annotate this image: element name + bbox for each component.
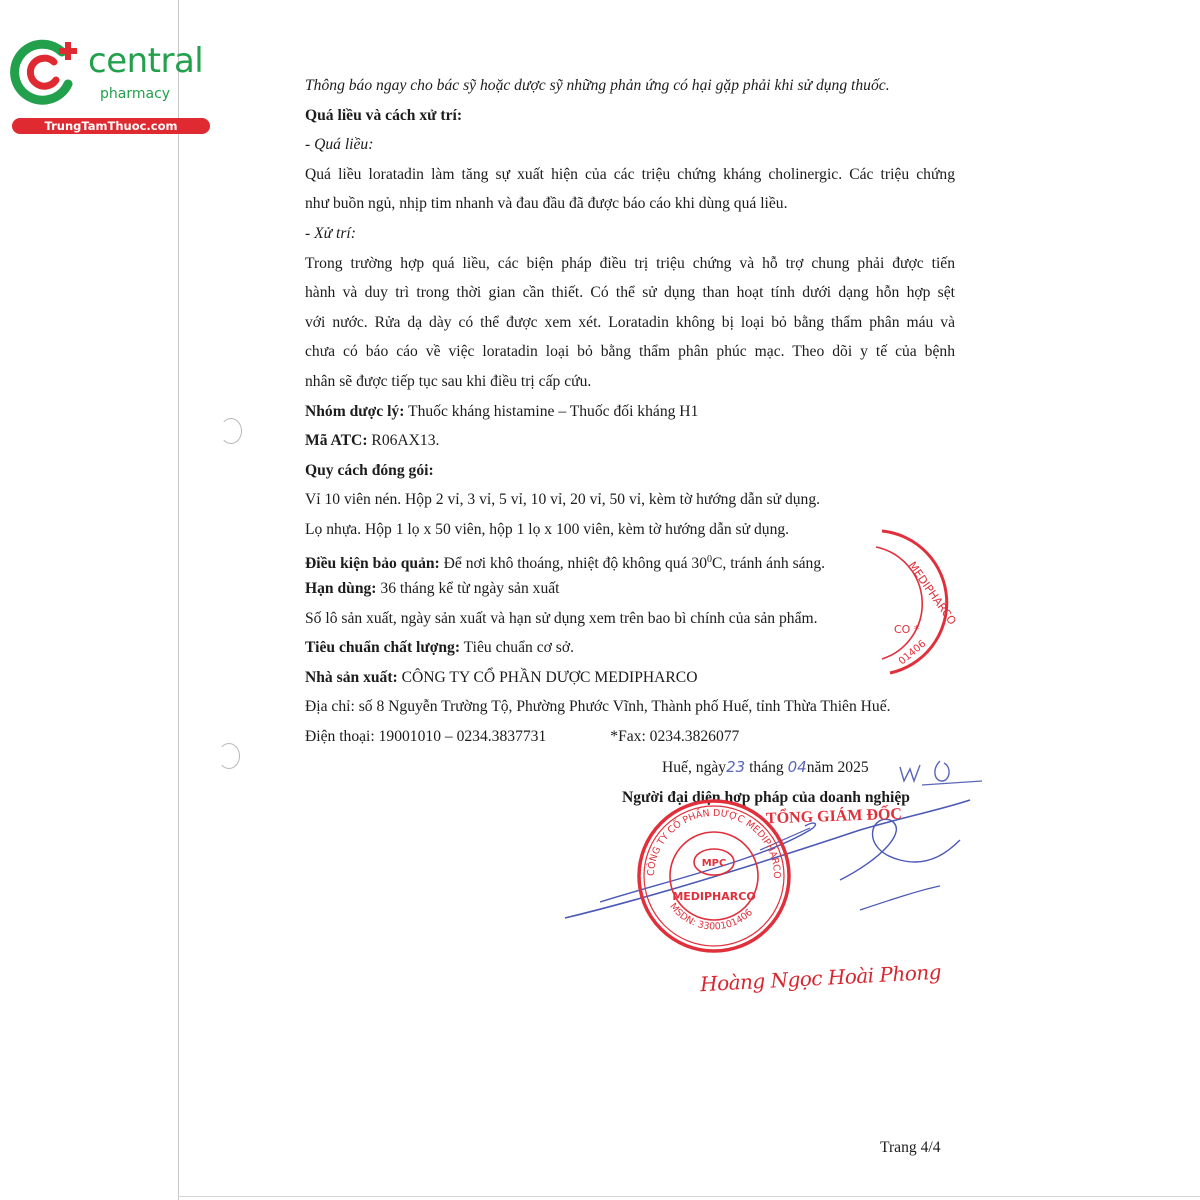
field-value: CÔNG TY CỔ PHẦN DƯỢC MEDIPHARCO <box>397 668 698 686</box>
director-title: TỔNG GIÁM ĐỐC <box>765 805 903 828</box>
field-value: C, tránh ánh sáng. <box>712 554 826 572</box>
packaging-heading: Quy cách đóng gói: <box>305 461 434 479</box>
treatment-text-line: với nước. Rửa dạ dày có thể được xem xét. Loratadin không bị loại bỏ bằng thẩm phân máu và <box>305 313 955 331</box>
signing-date <box>662 753 869 782</box>
field-label: Nhà sản xuất: <box>305 668 398 686</box>
pharmacology-group <box>305 397 955 427</box>
punch-hole-bottom <box>218 743 240 769</box>
page-number: Trang 4/4 <box>880 1139 941 1156</box>
logo-sub-text: pharmacy <box>100 86 171 102</box>
date-month-label: tháng <box>745 759 788 776</box>
overdose-text-line: Quá liều loratadin làm tăng sự xuất hiện của các triệu chứng kháng cholinergic. Các triệu chứng <box>305 165 955 183</box>
svg-text:MSDN: 3300101406 <box>667 901 755 932</box>
batch-info: Số lô sản xuất, ngày sản xuất và hạn sử dụng xem trên bao bì chính của sản phẩm. <box>305 609 818 627</box>
legal-representative: Người đại diện hợp pháp của doanh nghiệp <box>622 789 910 806</box>
field-value: Thuốc kháng histamine – Thuốc đối kháng H1 <box>404 402 699 420</box>
field-value: 36 tháng kể từ ngày sản xuất <box>376 580 560 598</box>
packaging-line: Lọ nhựa. Hộp 1 lọ x 50 viên, hộp 1 lọ x 100 viên, kèm tờ hướng dẫn sử dụng. <box>305 520 790 538</box>
field-value: Để nơi khô thoáng, nhiệt độ không quá 30 <box>439 554 708 572</box>
seal-center-text: MPC <box>701 858 727 869</box>
field-label: Điều kiện bảo quản: <box>305 554 440 572</box>
date-year: năm 2025 <box>806 759 869 776</box>
svg-text:CO *: CO * <box>894 623 920 636</box>
atc-code <box>305 426 955 456</box>
logo-mark-icon <box>10 38 90 108</box>
overdose-text-line: như buồn ngủ, nhịp tim nhanh và đau đầu đã được báo cáo khi dùng quá liều. <box>305 195 788 213</box>
svg-text:MEDIPHARCO: MEDIPHARCO <box>905 559 959 628</box>
quality-standard <box>305 633 955 663</box>
logo-url-bar[interactable]: TrungTamThuoc.com <box>12 118 210 134</box>
partial-stamp-icon <box>860 525 960 680</box>
seal-msdn-text: MSDN: 3300101406 <box>667 901 755 933</box>
treatment-text-line: Trong trường hợp quá liều, các biện pháp điều trị triệu chứng và hỗ trợ chung phải được tiến <box>305 254 955 272</box>
overdose-subheading: - Quá liều: <box>305 136 374 154</box>
treatment-text-line: hành và duy trì trong thời gian cần thiết. Có thể sử dụng than hoạt tính dưới dạng hỗn hợp sệt <box>305 284 955 302</box>
manufacturer <box>305 663 955 693</box>
fax: *Fax: 0234.3826077 <box>610 728 740 746</box>
storage-conditions <box>305 545 955 575</box>
company-seal-icon <box>636 798 792 954</box>
page-bottom-border <box>178 1196 1200 1197</box>
field-value: R06AX13. <box>367 432 440 450</box>
field-label: Mã ATC: <box>305 432 368 450</box>
date-prefix: Huế, ngày <box>662 759 727 776</box>
treatment-text-line: chưa có báo cáo về việc loratadin loại bỏ bằng thẩm phân phúc mạc. Theo dõi y tế của bệnh <box>305 343 955 361</box>
overdose-heading: Quá liều và cách xử trí: <box>305 106 463 124</box>
punch-hole-top <box>220 418 242 444</box>
page-left-border <box>178 0 179 1200</box>
treatment-text-line: nhân sẽ được tiếp tục sau khi điều trị cấp cứu. <box>305 372 592 390</box>
seal-name-text: MEDIPHARCO <box>672 890 756 903</box>
adverse-notice: Thông báo ngay cho bác sỹ hoặc dược sỹ những phản ứng có hại gặp phải khi sử dụng thuốc. <box>305 77 890 94</box>
treatment-subheading: - Xử trí: <box>305 224 356 242</box>
field-value: Tiêu chuẩn cơ sở. <box>460 639 574 657</box>
logo-brand-text: central <box>88 41 204 81</box>
signer-name: Hoàng Ngọc Hoài Phong <box>699 959 942 997</box>
phone: Điện thoại: 19001010 – 0234.3837731 <box>305 728 547 746</box>
packaging-line: Vỉ 10 viên nén. Hộp 2 vỉ, 3 vỉ, 5 vỉ, 10 vỉ, 20 vỉ, 50 vỉ, kèm tờ hướng dẫn sử dụng. <box>305 491 821 509</box>
field-label: Tiêu chuẩn chất lượng: <box>305 639 461 657</box>
date-month: 04 <box>787 758 807 776</box>
contact-line <box>305 722 955 752</box>
seal-company-text: CÔNG TY CỔ PHẦN DƯỢC MEDIPHARCO <box>645 807 783 879</box>
date-day: 23 <box>726 758 746 776</box>
central-pharmacy-logo[interactable] <box>10 38 215 138</box>
degree-sup: 0 <box>707 553 713 565</box>
document-body <box>305 71 955 752</box>
field-label: Nhóm dược lý: <box>305 402 405 420</box>
shelf-life <box>305 574 955 604</box>
svg-text:01406: 01406 <box>896 638 929 668</box>
address: Địa chỉ: số 8 Nguyễn Trường Tộ, Phường Phước Vĩnh, Thành phố Huế, tỉnh Thừa Thiên Huế. <box>305 698 891 716</box>
field-label: Hạn dùng: <box>305 580 377 598</box>
